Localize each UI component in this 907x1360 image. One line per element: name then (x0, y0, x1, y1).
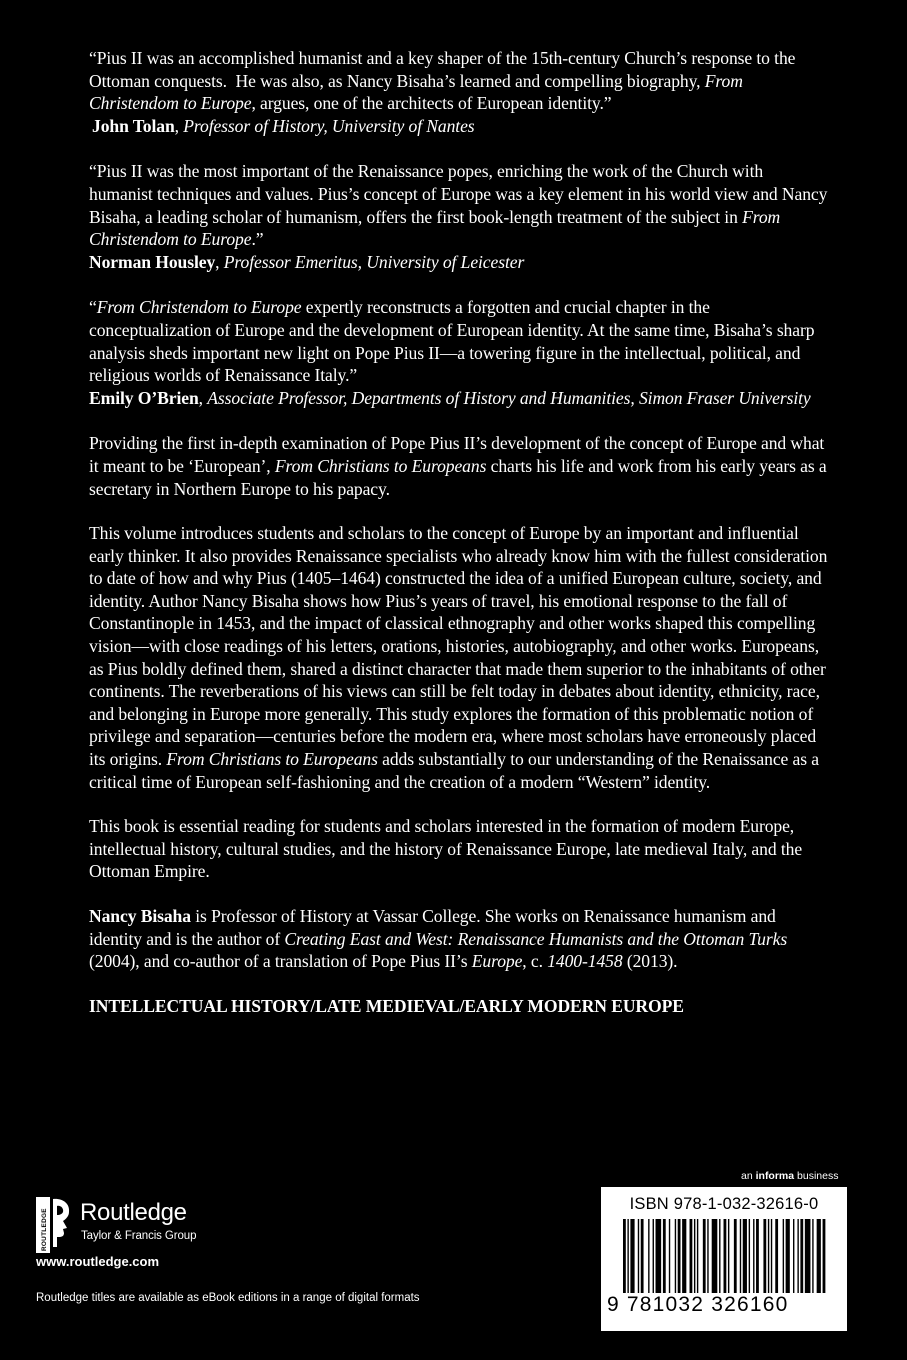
description-paragraph-3: This book is essential reading for students and scholars interested in the formation of modern Europe, intellectual history, cultural studies, and the history of Renaissance Europe, late medieval Italy, and the Ottoman Empire. (89, 816, 803, 882)
blurb-quote: , argues, one of the architects of European identity.” (251, 93, 612, 114)
barcode-bar (675, 1219, 676, 1293)
description-text: adds substantially to our understanding of the Renaissance as a critical time of European self-fashioning and the creation of a modern “Western” identity. (89, 749, 820, 792)
barcode-bar (740, 1219, 741, 1293)
book-title: From Christendom to Europe (96, 297, 302, 318)
barcode-bar (707, 1219, 708, 1293)
blurb-tolan (89, 47, 829, 137)
barcode-bar (793, 1219, 794, 1293)
barcode-bar (712, 1219, 718, 1293)
blurb-attribution: Norman Housley, Professor Emeritus, University of Leicester (89, 251, 525, 272)
barcode-digits: 9 781032 326160 (607, 1293, 789, 1316)
barcode-bar (800, 1219, 803, 1293)
ebook-note: Routledge titles are available as eBook editions in a range of digital formats (36, 1292, 420, 1304)
bio-text: is Professor of History at Vassar College. She works on Renaissance humanism and identity and is the author of (89, 906, 776, 949)
description-text: Providing the first in-depth examination of Pope Pius II’s development of the concept of Europe and what it meant to be ‘European’, (89, 433, 825, 476)
endorser-role: Professor of History, University of Nantes (183, 115, 475, 136)
barcode-bar (690, 1219, 693, 1293)
barcode-bar (749, 1219, 750, 1293)
barcode-bar (630, 1219, 634, 1293)
description-text: This volume introduces students and scholars to the concept of Europe by an important and influential early thinker. It also provides Renaissance specialists who already know him with the fullest consideration to date of how and why Pius (1405–1464) constructed the idea of a unified European culture, society, and identity. Author Nancy Bisaha shows how Pius’s years of travel, his emotional response to the fall of Constantinople in 1453, and the impact of classical ethnography and other works shaped this compelling vision—with close readings of his letters, orations, histories, autobiography, and other works. Europeans, as Pius boldly defined them, shared a distinct character that made them superior to the inhabitants of other continents. The reverberations of his views can still be felt today in debates about identity, ethnicity, race, and belonging in Europe more generally. This study explores the formation of this problematic notion of privilege and separation—centuries before the modern era, where most scholars have erroneously placed its origins. (89, 523, 828, 770)
publisher-group: Taylor & Francis Group (81, 1230, 197, 1242)
bio-book-title: Europe (471, 951, 523, 972)
publisher-name: Routledge (80, 1199, 187, 1226)
routledge-logo (36, 1197, 256, 1253)
vertical-mark-text: ROUTLEDGE (41, 1208, 48, 1251)
barcode-bar (775, 1219, 778, 1293)
book-title: From Christians to Europeans (166, 749, 378, 770)
author-bio (89, 905, 829, 973)
blurb-housley (89, 160, 829, 273)
blurb-obrien (89, 296, 829, 409)
endorser-name: Norman Housley (89, 251, 216, 272)
blurb-attribution: Emily O’Brien, Associate Professor, Departments of History and Humanities, Simon Fraser University (89, 387, 811, 408)
bio-book-title: 1400-1458 (547, 951, 623, 972)
book-title: From Christendom to Europe (89, 206, 781, 250)
barcode-bar (638, 1219, 639, 1293)
barcode-bar (724, 1219, 727, 1293)
barcode-bar (797, 1219, 798, 1293)
informa-text: business (794, 1170, 839, 1182)
barcode-bar (756, 1219, 759, 1293)
barcode-bar (817, 1219, 821, 1293)
subject-category: INTELLECTUAL HISTORY/LATE MEDIEVAL/EARLY MODERN EUROPE (89, 995, 684, 1016)
barcode-bar (812, 1219, 813, 1293)
barcode-bar (719, 1219, 720, 1293)
bio-text: (2004), and co-author of a translation of Pope Pius II’s (89, 951, 472, 972)
endorser-role: Associate Professor, Departments of History and Humanities, Simon Fraser University (207, 387, 811, 408)
barcode-bar (743, 1219, 747, 1293)
informa-text: an (741, 1170, 756, 1182)
barcode-bar (653, 1219, 654, 1293)
description-paragraph-1 (89, 432, 829, 500)
endorser-name: John Tolan (92, 115, 175, 136)
informa-brand: informa (755, 1170, 795, 1182)
barcode-bar (663, 1219, 666, 1293)
barcode-bar (669, 1219, 670, 1293)
barcode-bar (694, 1219, 695, 1293)
barcode-bar (682, 1219, 686, 1293)
blurb-quote: expertly reconstructs a forgotten and crucial chapter in the conceptualization of Europe and the development of European identity. At the same time, Bisaha’s sharp analysis sheds important new light on Pope Pius II—a towering figure in the intellectual, political, and religious worlds of Renaissance Italy.” (89, 297, 815, 386)
isbn-barcode (601, 1187, 847, 1331)
barcode-bar (648, 1219, 649, 1293)
barcode-bar (753, 1219, 754, 1293)
bio-text: , c. (522, 951, 548, 972)
book-title: From Christians to Europeans (274, 455, 487, 476)
book-title: From Christendom to Europe (89, 70, 743, 114)
barcode-bar (641, 1219, 644, 1293)
barcode-bar (703, 1219, 706, 1293)
barcode-bar (786, 1219, 790, 1293)
description-text: charts his life and work from his early years as a secretary in Northern Europe to his papacy. (89, 455, 827, 499)
endorser-name: Emily O’Brien (89, 387, 199, 408)
barcode-bar (763, 1219, 766, 1293)
barcode-bar (805, 1219, 811, 1293)
barcode-bar (734, 1219, 737, 1293)
routledge-head-logo-icon (36, 1197, 74, 1253)
barcode-bar (678, 1219, 681, 1293)
bio-book-title: Creating East and West: Renaissance Humanists and the Ottoman Turks (284, 928, 788, 949)
barcode-bars-icon (623, 1219, 827, 1299)
blurb-quote: “Pius II was an accomplished humanist and a key shaper of the 15th-century Church’s response to the Ottoman conquests. He was also, as Nancy Bisaha’s learned and compelling biography, (89, 48, 796, 91)
back-cover-text (89, 47, 829, 1017)
publisher-url: www.routledge.com (36, 1254, 160, 1269)
blurb-quote: “Pius II was the most important of the Renaissance popes, enriching the work of the Church with humanist techniques and values. Pius’s concept of Europe was a key element in his world view and Nancy Bisaha, a leading scholar of humanism, offers the first book-length treatment of the subject in (89, 161, 828, 227)
barcode-bar (771, 1219, 772, 1293)
blurb-quote: .” (251, 229, 264, 250)
barcode-bar (623, 1219, 626, 1293)
blurb-attribution: John Tolan, Professor of History, University of Nantes (92, 115, 475, 136)
blurb-quote-open: “ (89, 297, 97, 318)
barcode-bar (768, 1219, 769, 1293)
barcode-bar (783, 1219, 784, 1293)
barcode-bar (728, 1219, 729, 1293)
barcode-bar (656, 1219, 662, 1293)
barcode-bar (697, 1219, 698, 1293)
endorser-role: Professor Emeritus, University of Leicester (223, 251, 525, 272)
author-name: Nancy Bisaha (89, 906, 191, 926)
isbn-label: ISBN 978-1-032-32616-0 (629, 1195, 819, 1213)
description-paragraph-2 (89, 522, 829, 793)
informa-tagline (741, 1170, 838, 1182)
barcode-bar (823, 1219, 826, 1293)
bio-text: (2013). (622, 951, 678, 972)
barcode-bar (627, 1219, 628, 1293)
